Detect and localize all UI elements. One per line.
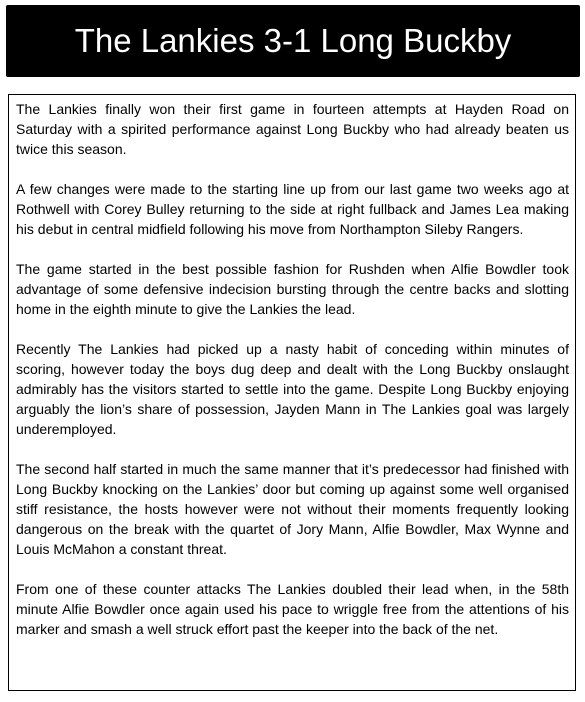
title-banner (6, 5, 580, 77)
article-paragraph: A few changes were made to the starting line up from our last game two weeks ago at Rothwell with Corey Bulley returning to the side at right fullback and James Lea making his debut in central midfield following his move from Northampton Sileby Rangers. (16, 181, 569, 237)
article-paragraph: The game started in the best possible fashion for Rushden when Alfie Bowdler took advantage of some defensive indecision bursting through the centre backs and slotting home in the eighth minute to give the Lankies the lead. (16, 261, 569, 317)
article-paragraph: The second half started in much the same manner that it’s predecessor had finished with Long Buckby knocking on the Lankies’ door but coming up against some well organised stiff resistance, the hosts however were not without their moments frequently looking dangerous on the break with the quartet of Jory Mann, Alfie Bowdler, Max Wynne and Louis McMahon a constant threat. (16, 461, 569, 557)
article-body (8, 94, 576, 691)
article-paragraph: Recently The Lankies had picked up a nasty habit of conceding within minutes of scoring, however today the boys dug deep and dealt with the Long Buckby onslaught admirably has the visitors started to settle into the game. Despite Long Buckby enjoying arguably the lion’s share of possession, Jayden Mann in The Lankies goal was largely underemployed. (16, 341, 569, 437)
article-paragraph: From one of these counter attacks The Lankies doubled their lead when, in the 58th minute Alfie Bowdler once again used his pace to wriggle free from the attentions of his marker and smash a well struck effort past the keeper into the back of the net. (16, 581, 569, 637)
article-paragraph: The Lankies finally won their first game in fourteen attempts at Hayden Road on Saturday with a spirited performance against Long Buckby who had already beaten us twice this season. (16, 101, 569, 157)
page-title: The Lankies 3-1 Long Buckby (74, 22, 512, 59)
